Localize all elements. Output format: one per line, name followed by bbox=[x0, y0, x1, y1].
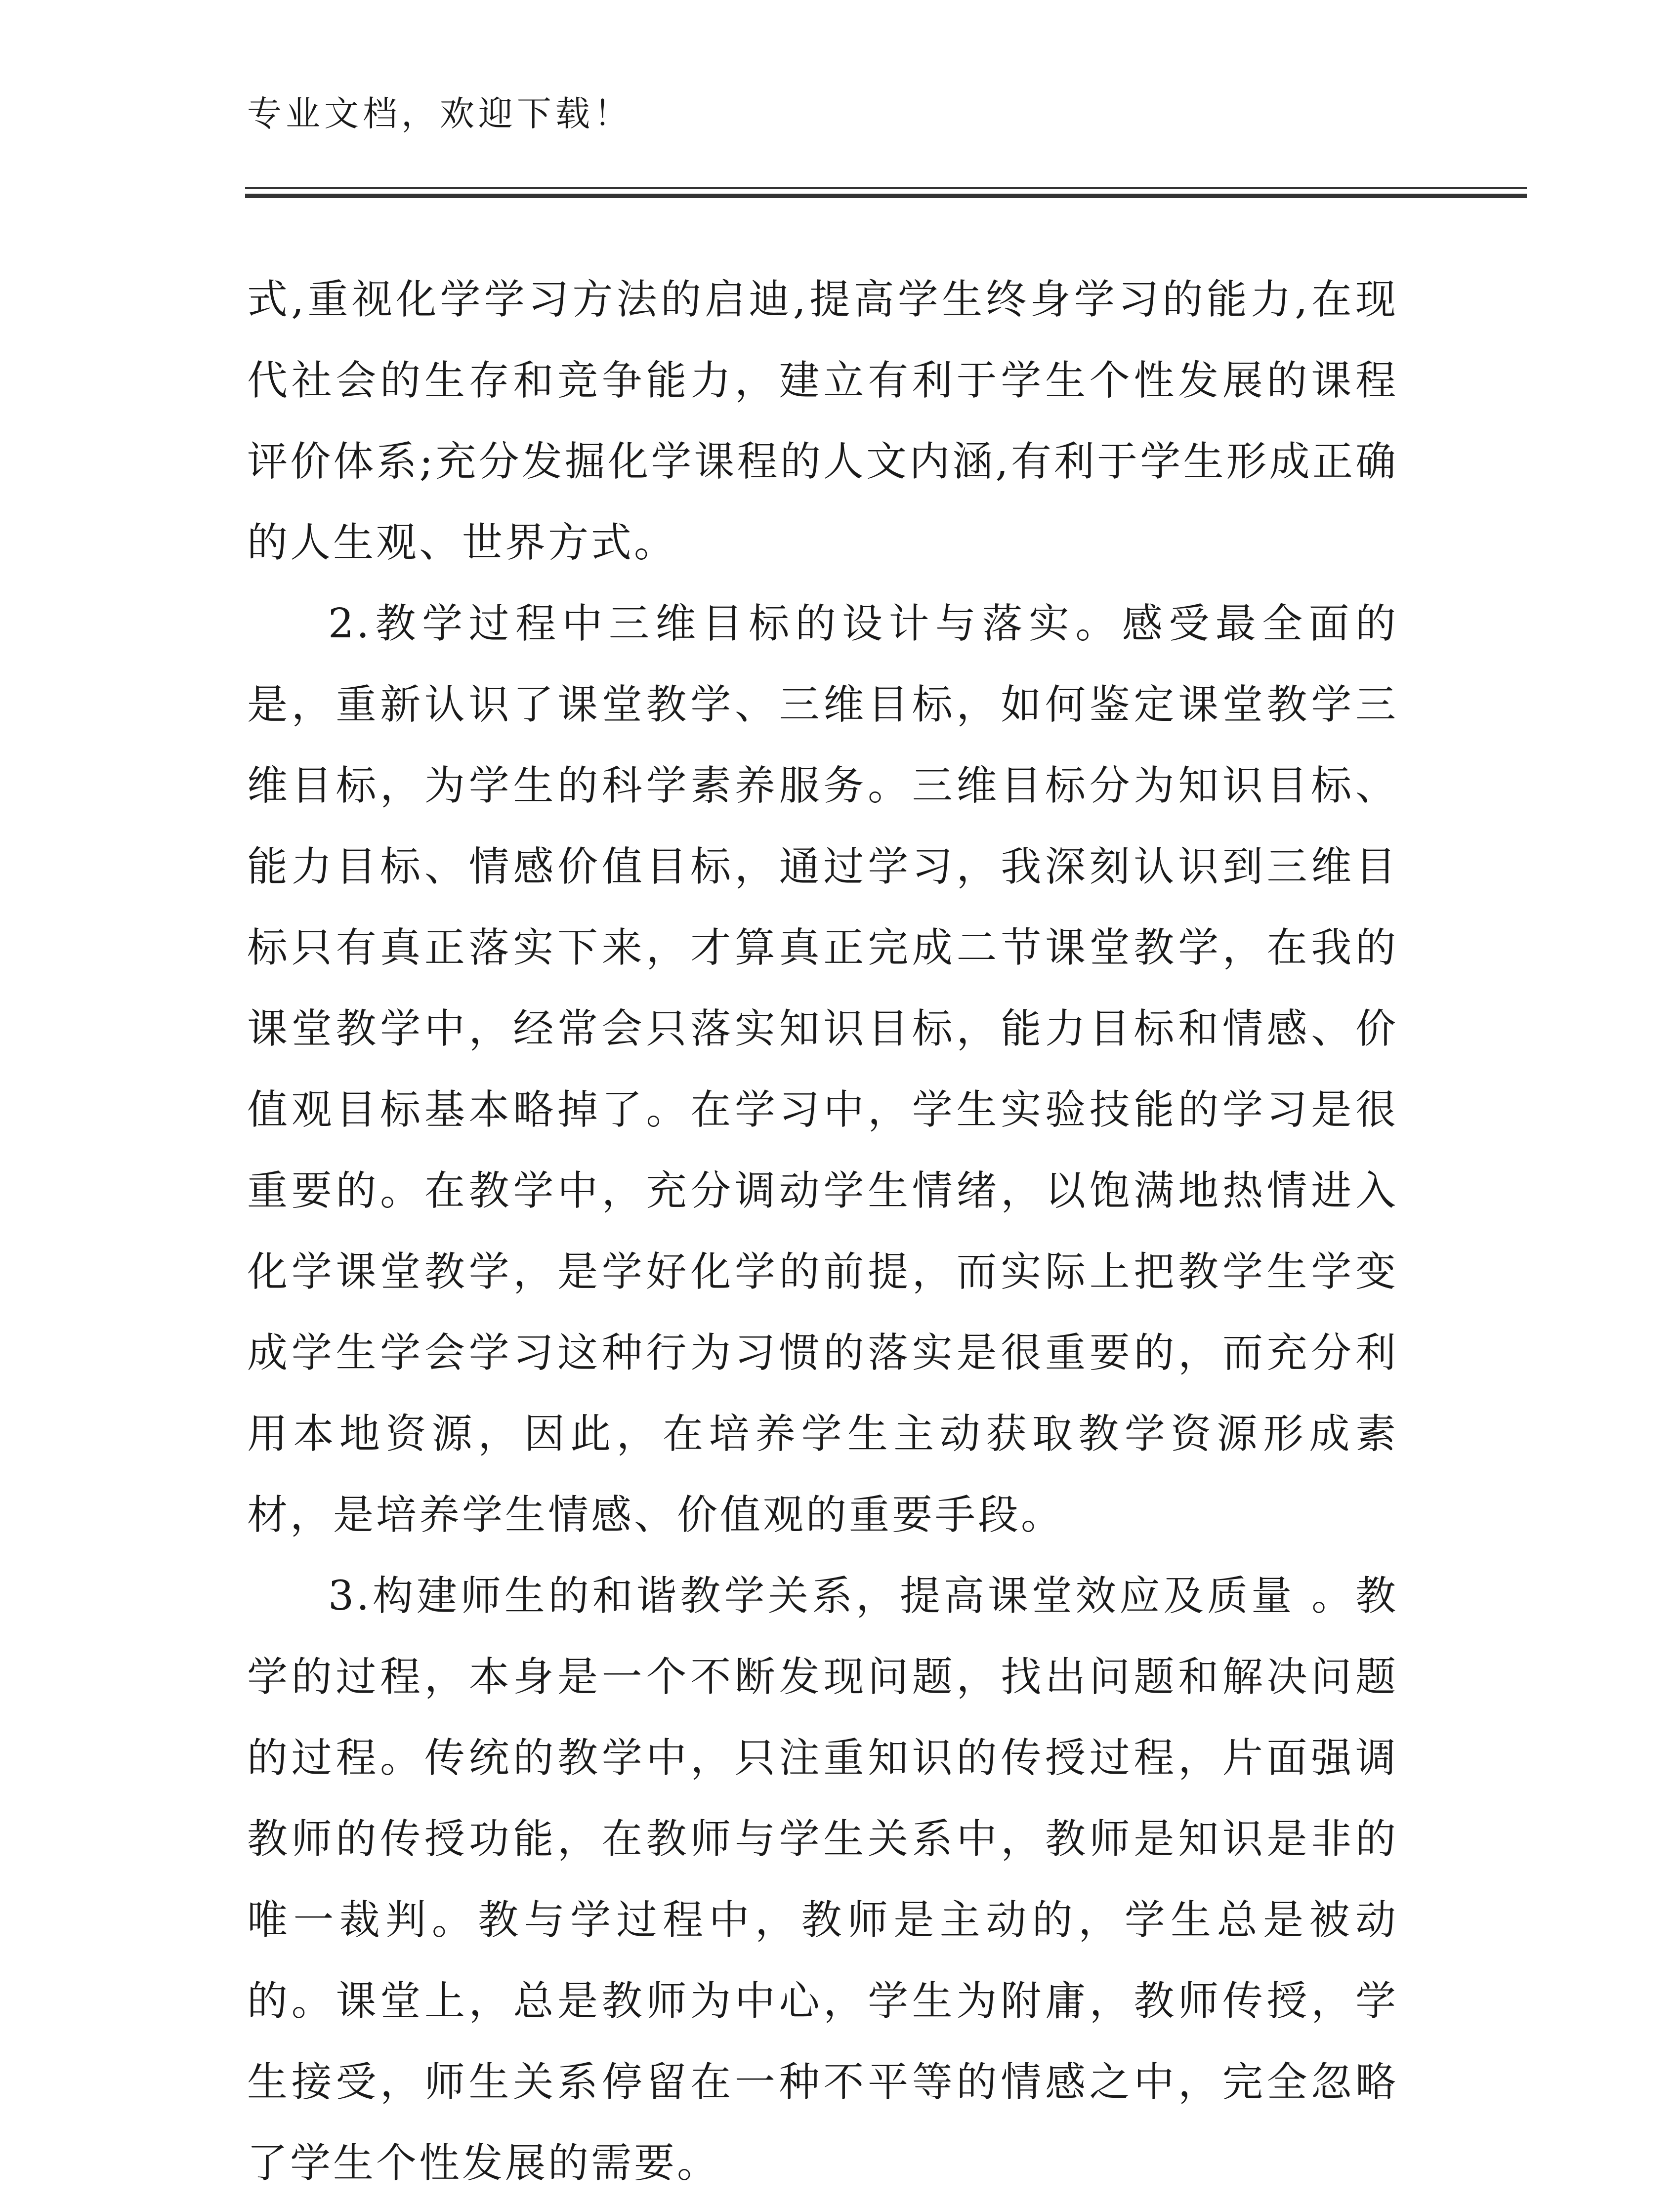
paragraph-2: 2.教学过程中三维目标的设计与落实。感受最全面的是，重新认识了课堂教学、三维目标，如何鉴定课堂教学三维目标，为学生的科学素养服务。三维目标分为知识目标、能力目标、情感价值目标，通过学习，我深刻认识到三维目标只有真正落实下来，才算真正完成二节课堂教学，在我的课堂教学中，经常会只落实知识目标，能力目标和情感、价值观目标基本略掉了。在学习中，学生实验技能的学习是很重要的。在教学中，充分调动学生情绪，以饱满地热情进入化学课堂教学，是学好化学的前提，而实际上把教学生学变成学生学会学习这种行为习惯的落实是很重要的，而充分利用本地资源，因此，在培养学生主动获取教学资源形成素材，是培养学生情感、价值观的重要手段。 bbox=[247, 600, 1398, 1539]
header-rule-thick bbox=[245, 194, 1527, 198]
page-header-text: 专业文档，欢迎下载！ bbox=[247, 93, 632, 134]
paragraph-3: 3.构建师生的和谐教学关系，提高课堂效应及质量 。教学的过程，本身是一个不断发现问题，找出问题和解决问题的过程。传统的教学中，只注重知识的传授过程，片面强调教师的传授功能，在教师与学生关系中，教师是知识是非的唯一裁判。教与学过程中，教师是主动的，学生总是被动的。课堂上，总是教师为中心，学生为附庸，教师传授，学生接受，师生关系停留在一种不平等的情感之中，完全忽略了学生个性发展的需要。 bbox=[247, 1573, 1398, 2187]
document-body bbox=[247, 259, 1398, 2204]
paragraph-1: 式,重视化学学习方法的启迪,提高学生终身学习的能力,在现代社会的生存和竞争能力，建立有利于学生个性发展的课程评价体系;充分发掘化学课程的人文内涵,有利于学生形成正确的人生观、世界方式。 bbox=[247, 276, 1398, 566]
header-rule-thin bbox=[245, 187, 1527, 189]
